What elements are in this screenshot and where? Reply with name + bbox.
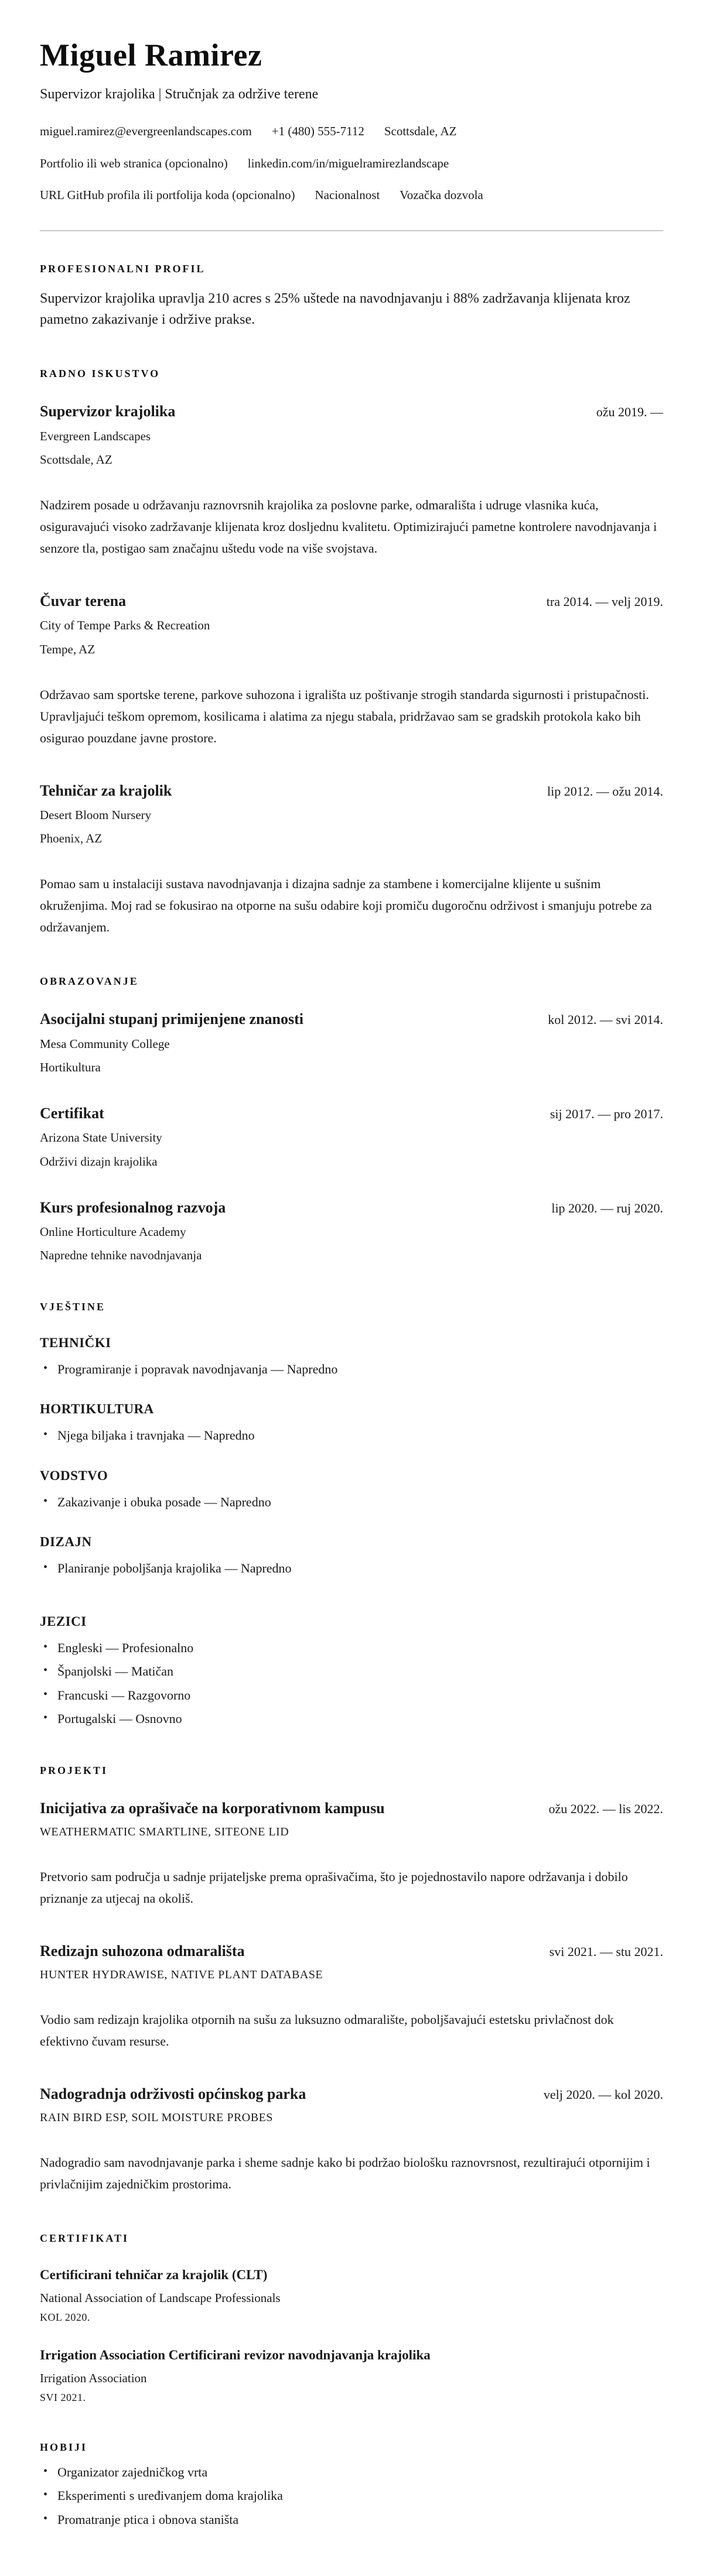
job-entry	[40, 402, 663, 559]
job-location: Tempe, AZ	[40, 642, 95, 656]
list-item: • Organizator zajedničkog vrta	[40, 2464, 663, 2481]
contact-location: Scottsdale, AZ	[384, 124, 457, 139]
certification-entry	[40, 2347, 663, 2404]
project-tools: HUNTER HYDRAWISE, NATIVE PLANT DATABASE	[40, 1968, 323, 1981]
contact-portfolio: Portfolio ili web stranica (opcionalno)	[40, 156, 228, 170]
education-date: kol 2012. — svi 2014.	[548, 1012, 663, 1027]
education-head	[40, 1198, 663, 1217]
list-item: • Zakazivanje i obuka posade — Napredno	[40, 1494, 663, 1510]
skill-category-name: HORTIKULTURA	[40, 1402, 154, 1416]
certification-date: SVI 2021.	[40, 2391, 86, 2403]
education-entry	[40, 1104, 663, 1169]
contact-phone: +1 (480) 555-7112	[271, 124, 364, 139]
job-head	[40, 402, 663, 420]
list-item: • Njega biljaka i travnjaka — Napredno	[40, 1427, 663, 1444]
education-degree: Certifikat	[40, 1105, 104, 1122]
education-field: Napredne tehnike navodnjavanja	[40, 1248, 202, 1263]
list-item: • Planiranje poboljšanja krajolika — Napredno	[40, 1560, 663, 1577]
skills-heading: VJEŠTINE	[40, 1300, 106, 1313]
list-item: • Francuski — Razgovorno	[40, 1687, 663, 1704]
education-school: Online Horticulture Academy	[40, 1225, 186, 1239]
skill-category-name: VODSTVO	[40, 1468, 108, 1483]
job-company: Desert Bloom Nursery	[40, 807, 152, 822]
skill-category-name: DIZAJN	[40, 1534, 92, 1549]
list-item: • Engleski — Profesionalno	[40, 1640, 663, 1656]
job-date: ožu 2019. —	[596, 405, 663, 420]
contact-row	[40, 187, 663, 203]
project-head	[40, 2085, 663, 2103]
job-location: Phoenix, AZ	[40, 831, 103, 846]
education-head	[40, 1104, 663, 1122]
section-languages	[40, 1614, 663, 1727]
job-company: Evergreen Landscapes	[40, 429, 151, 443]
education-heading: OBRAZOVANJE	[40, 975, 139, 988]
project-tools: WEATHERMATIC SMARTLINE, SITEONE LID	[40, 1825, 289, 1838]
section-experience	[40, 368, 663, 938]
project-description: Pretvorio sam područja u sadnje prijateljske prema oprašivačima, što je pojednostavilo napore održavanja i dobilo priznanje za utjecaj na okoliš.	[40, 1869, 628, 1906]
section-skills	[40, 1301, 663, 1577]
section-certifications	[40, 2232, 663, 2404]
skill-category	[40, 1335, 663, 1378]
person-headline: Supervizor krajolika | Stručnjak za održive terene	[40, 86, 319, 102]
education-school: Arizona State University	[40, 1131, 162, 1145]
education-entry	[40, 1010, 663, 1075]
profile-heading: PROFESIONALNI PROFIL	[40, 263, 206, 275]
section-education	[40, 975, 663, 1263]
education-degree: Kurs profesionalnog razvoja	[40, 1198, 226, 1216]
project-head	[40, 1942, 663, 1960]
section-profile	[40, 263, 663, 330]
project-tools: RAIN BIRD ESP, SOIL MOISTURE PROBES	[40, 2111, 273, 2125]
job-company: City of Tempe Parks & Recreation	[40, 618, 210, 633]
job-description: Pomao sam u instalaciji sustava navodnjavanja i dizajna sadnje za stambene i komercijalne klijente u sušnim okruženjima. Moj rad se fokusirao na otporne na sušu odabire koji promiču dugoročnu održivost i smanjuju potrebe za održavanjem.	[40, 876, 652, 935]
contact-row	[40, 156, 663, 172]
education-date: sij 2017. — pro 2017.	[550, 1107, 663, 1122]
project-date: svi 2021. — stu 2021.	[549, 1944, 663, 1959]
skill-category-name: TEHNIČKI	[40, 1335, 111, 1350]
profile-text: Supervizor krajolika upravlja 210 acres s 25% uštede na navodnjavanju i 88% zadržavanja klijenata kroz pametno zakazivanje i održive prakse.	[40, 291, 630, 328]
skill-category	[40, 1402, 663, 1444]
job-date: lip 2012. — ožu 2014.	[547, 783, 663, 799]
section-projects	[40, 1765, 663, 2195]
certification-date: KOL 2020.	[40, 2311, 90, 2323]
education-field: Hortikultura	[40, 1060, 101, 1074]
contact-email: miguel.ramirez@evergreenlandscapes.com	[40, 124, 252, 139]
project-description: Vodio sam redizajn krajolika otpornih na sušu za luksuzno odmaralište, poboljšavajući estetsku privlačnost dok efektivno čuvam resurse.	[40, 2012, 614, 2049]
certification-entry	[40, 2267, 663, 2324]
header-divider	[40, 230, 663, 231]
certifications-heading: CERTIFIKATI	[40, 2232, 129, 2245]
contact-row	[40, 124, 663, 139]
list-item: • Španjolski — Matičan	[40, 1663, 663, 1680]
project-title: Nadogradnja održivosti općinskog parka	[40, 2085, 306, 2102]
certification-title: Irrigation Association Certificirani revizor navodnjavanja krajolika	[40, 2347, 431, 2362]
job-entry	[40, 782, 663, 938]
education-field: Održivi dizajn krajolika	[40, 1154, 158, 1169]
skill-list	[40, 1427, 663, 1444]
project-head	[40, 1799, 663, 1817]
certification-title: Certificirani tehničar za krajolik (CLT)	[40, 2267, 268, 2283]
job-title: Supervizor krajolika	[40, 403, 176, 420]
education-head	[40, 1010, 663, 1028]
skill-category	[40, 1534, 663, 1577]
project-entry	[40, 2085, 663, 2195]
contact-linkedin: linkedin.com/in/miguelramirezlandscape	[247, 156, 449, 170]
language-list	[40, 1640, 663, 1727]
job-entry	[40, 592, 663, 749]
list-item: • Eksperimenti s uređivanjem doma krajolika	[40, 2488, 663, 2504]
contact-block	[40, 124, 663, 203]
projects-heading: PROJEKTI	[40, 1764, 108, 1776]
project-title: Redizajn suhozona odmarališta	[40, 1942, 245, 1960]
project-date: velj 2020. — kol 2020.	[543, 2087, 663, 2102]
contact-nationality: Nacionalnost	[315, 188, 380, 203]
education-date: lip 2020. — ruj 2020.	[551, 1200, 663, 1215]
certification-org: National Association of Landscape Professionals	[40, 2290, 281, 2305]
project-description: Nadogradio sam navodnjavanje parka i sheme sadnje kako bi podržao biološku raznovrsnost, rezultirajući otpornijim i privlačnijim zajedničkim prostorima.	[40, 2155, 650, 2192]
job-description: Održavao sam sportske terene, parkove suhozona i igrališta uz poštivanje strogih standarda sigurnosti i pristupačnosti. Upravljajući teškom opremom, kosilicama i alatima za njegu stabala, pridržavao sam se gradskih protokola kako bih osigurao pouzdane javne prostore.	[40, 687, 649, 745]
experience-heading: RADNO ISKUSTVO	[40, 368, 161, 380]
list-item: • Programiranje i popravak navodnjavanja — Napredno	[40, 1361, 663, 1378]
skill-list	[40, 1361, 663, 1378]
resume-header	[40, 39, 663, 203]
project-date: ožu 2022. — lis 2022.	[548, 1801, 663, 1816]
job-title: Tehničar za krajolik	[40, 782, 172, 799]
job-title: Čuvar terena	[40, 592, 127, 610]
job-description: Nadzirem posade u održavanju raznovrsnih krajolika za poslovne parke, odmarališta i udruge vlasnika kuća, osiguravajući visoko zadržavanje klijenata kroz dosljednu kvalitetu. Optimizirajući pametne kontrolere navodnjavanja i senzore tla, postigao sam značajnu uštedu vode na više svojstava.	[40, 498, 657, 556]
job-head	[40, 782, 663, 800]
project-entry	[40, 1942, 663, 2052]
education-school: Mesa Community College	[40, 1036, 170, 1051]
skill-list	[40, 1494, 663, 1510]
list-item: • Promatranje ptica i obnova staništa	[40, 2512, 663, 2528]
job-head	[40, 592, 663, 610]
job-date: tra 2014. — velj 2019.	[546, 594, 663, 609]
certification-org: Irrigation Association	[40, 2371, 147, 2385]
languages-heading: JEZICI	[40, 1614, 87, 1629]
hobbies-heading: HOBIJI	[40, 2441, 88, 2453]
project-title: Inicijativa za oprašivače na korporativnom kampusu	[40, 1799, 385, 1817]
skill-category	[40, 1468, 663, 1510]
section-hobbies	[40, 2441, 663, 2528]
education-entry	[40, 1198, 663, 1263]
person-name: Miguel Ramirez	[40, 37, 262, 73]
list-item: • Portugalski — Osnovno	[40, 1711, 663, 1727]
hobby-list	[40, 2464, 663, 2528]
education-degree: Asocijalni stupanj primijenjene znanosti	[40, 1010, 303, 1028]
skill-list	[40, 1560, 663, 1577]
job-location: Scottsdale, AZ	[40, 452, 112, 467]
contact-drivers-license: Vozačka dozvola	[400, 188, 483, 203]
contact-github: URL GitHub profila ili portfolija koda (opcionalno)	[40, 188, 295, 203]
project-entry	[40, 1799, 663, 1909]
